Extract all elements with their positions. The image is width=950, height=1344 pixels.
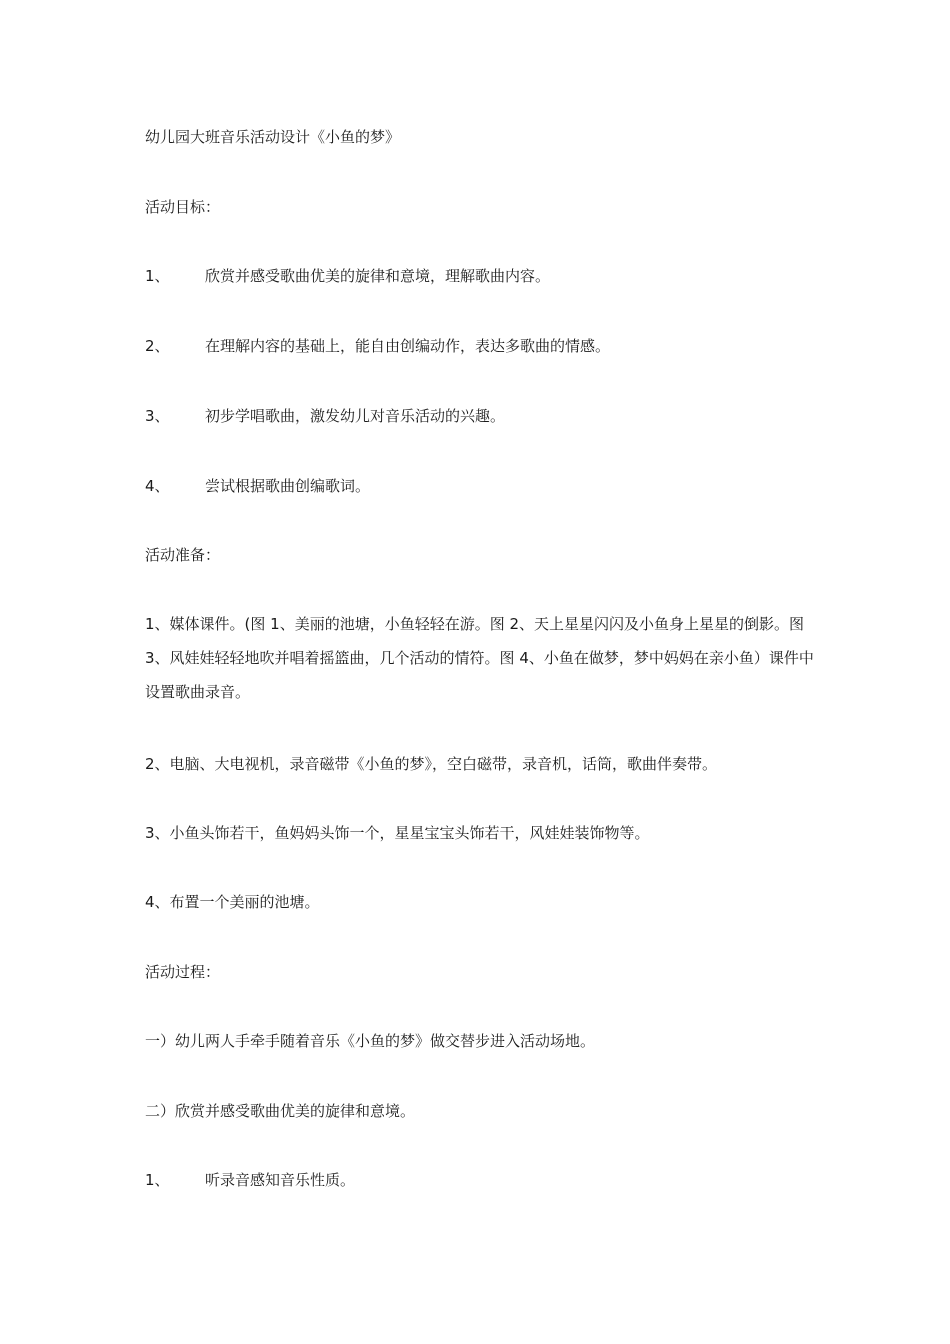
- process-substep-1: [145, 1171, 825, 1189]
- prep-item-1: 1、媒体课件。(图 1、美丽的池塘，小鱼轻轻在游。图 2、天上星星闪闪及小鱼身上星星的倒影。图 3、风娃娃轻轻地吹并唱着摇篮曲，几个活动的情符。图 4、小鱼在做梦，梦中妈妈在亲小鱼）课件中设置歌曲录音。: [145, 615, 814, 701]
- substep-number: 1、: [145, 1171, 170, 1189]
- substep-text: 听录音感知音乐性质。: [205, 1171, 356, 1189]
- goal-item-4: [145, 477, 825, 495]
- goal-number: 4、: [145, 477, 170, 495]
- goal-text: 初步学唱歌曲，激发幼儿对音乐活动的兴趣。: [205, 407, 506, 425]
- document-title: 幼儿园大班音乐活动设计《小鱼的梦》: [145, 128, 401, 146]
- goals-heading: 活动目标：: [145, 198, 221, 216]
- goal-text: 在理解内容的基础上，能自由创编动作，表达多歌曲的情感。: [205, 337, 611, 355]
- process-heading: 活动过程：: [145, 963, 221, 981]
- goal-item-1: [145, 267, 825, 285]
- goal-item-3: [145, 407, 825, 425]
- goal-text: 尝试根据歌曲创编歌词。: [205, 477, 371, 495]
- goal-text: 欣赏并感受歌曲优美的旋律和意境，理解歌曲内容。: [205, 267, 551, 285]
- prep-item-2: 2、电脑、大电视机，录音磁带《小鱼的梦》，空白磁带，录音机，话筒，歌曲伴奏带。: [145, 755, 718, 773]
- goal-item-2: [145, 337, 825, 355]
- prep-item-3: 3、小鱼头饰若干，鱼妈妈头饰一个，星星宝宝头饰若干，风娃娃装饰物等。: [145, 824, 650, 842]
- prep-item-4: 4、布置一个美丽的池塘。: [145, 893, 320, 911]
- goal-number: 2、: [145, 337, 170, 355]
- prep-heading: 活动准备：: [145, 546, 221, 564]
- goal-number: 1、: [145, 267, 170, 285]
- goal-number: 3、: [145, 407, 170, 425]
- process-step-2: 二）欣赏并感受歌曲优美的旋律和意境。: [145, 1102, 416, 1120]
- process-step-1: 一）幼儿两人手牵手随着音乐《小鱼的梦》做交替步进入活动场地。: [145, 1032, 596, 1050]
